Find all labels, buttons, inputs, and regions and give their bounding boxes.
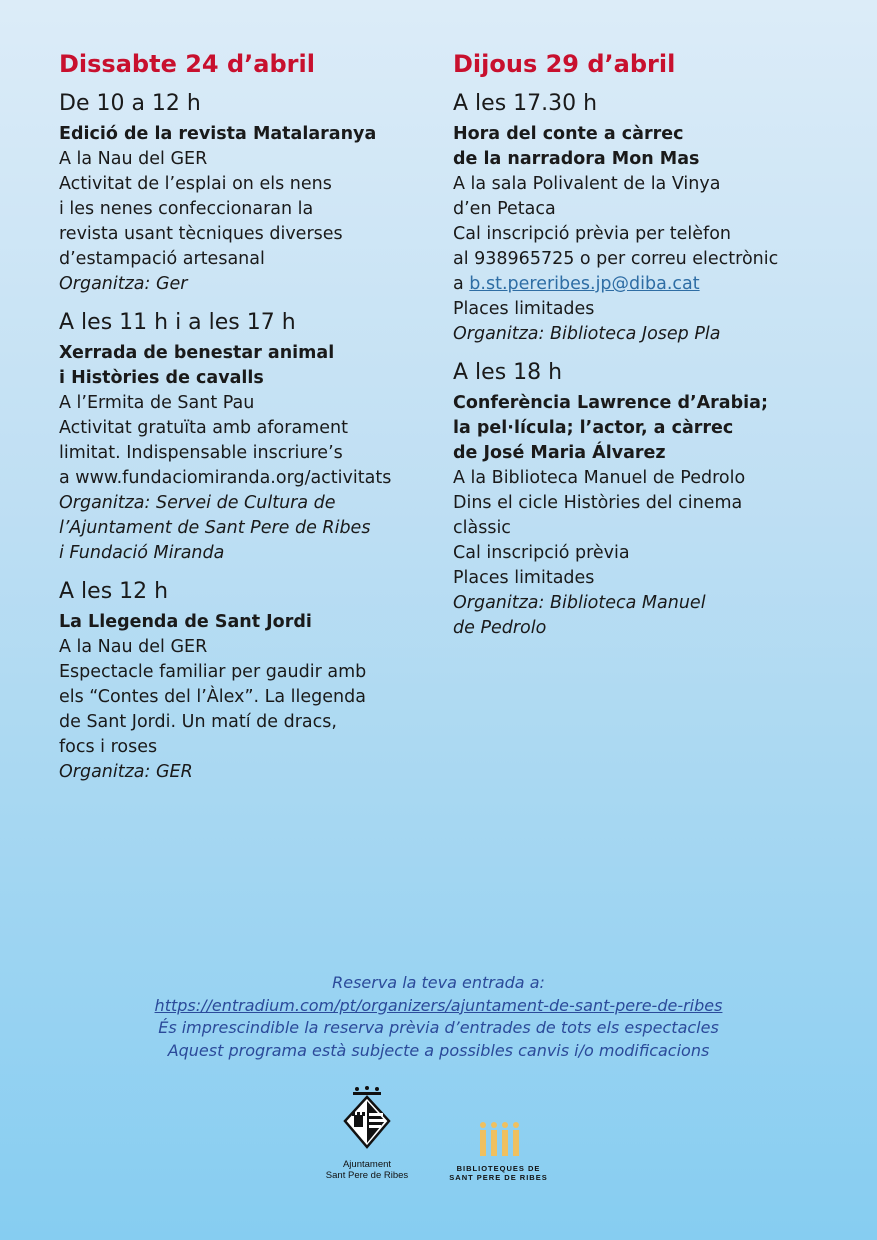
- event-text: A la sala Polivalent de la Vinya: [453, 174, 721, 194]
- event-text: d’estampació artesanal: [59, 249, 265, 269]
- biblioteques-town: SANT PERE DE RIBES: [449, 1173, 548, 1182]
- event-text: Places limitades: [453, 568, 595, 588]
- event-text: Places limitades: [453, 299, 595, 319]
- day-heading: Dissabte 24 d’abril: [59, 50, 315, 78]
- event-organizer: Organitza: Ger: [59, 274, 188, 294]
- event-organizer: Organitza: Servei de Cultura de: [59, 493, 336, 513]
- event-time: A les 11 h i a les 17 h: [59, 310, 296, 335]
- event-text: A l’Ermita de Sant Pau: [59, 393, 255, 413]
- event-item: [59, 578, 439, 785]
- left-column: [59, 48, 439, 797]
- event-text: Cal inscripció prèvia: [453, 543, 630, 563]
- event-text: Cal inscripció prèvia per telèfon: [453, 224, 732, 244]
- ajuntament-logo: [312, 1085, 422, 1181]
- ajuntament-town: Sant Pere de Ribes: [325, 1170, 409, 1181]
- event-item: [453, 359, 853, 641]
- email-prefix: a: [453, 274, 470, 294]
- event-text: d’en Petaca: [453, 199, 556, 219]
- reservation-note: És imprescindible la reserva prèvia d’entrades de tots els espectacles: [158, 1018, 719, 1037]
- logos: [0, 1085, 877, 1195]
- disclaimer-note: Aquest programa està subjecte a possibles canvis i/o modificacions: [167, 1040, 710, 1060]
- event-text: Espectacle familiar per gaudir amb: [59, 662, 367, 682]
- event-time: A les 17.30 h: [453, 91, 598, 116]
- day-heading: Dijous 29 d’abril: [453, 50, 676, 78]
- event-time: A les 12 h: [59, 579, 169, 604]
- biblioteques-name: BIBLIOTEQUES DE: [456, 1164, 541, 1173]
- books-icon: [475, 1120, 523, 1160]
- event-organizer: Organitza: Biblioteca Josep Pla: [453, 324, 721, 344]
- email-line: [453, 272, 853, 297]
- event-text: clàssic: [453, 518, 511, 538]
- event-text: revista usant tècniques diverses: [59, 224, 343, 244]
- event-organizer: de Pedrolo: [453, 618, 547, 638]
- event-text: Activitat gratuïta amb aforament: [59, 418, 348, 438]
- reserve-text: Reserva la teva entrada a:: [332, 973, 545, 992]
- event-text: a www.fundaciomiranda.org/activitats: [59, 468, 392, 488]
- coat-of-arms-icon: [337, 1085, 397, 1155]
- event-time: De 10 a 12 h: [59, 91, 201, 116]
- event-organizer: Organitza: Biblioteca Manuel: [453, 593, 706, 613]
- event-text: A la Nau del GER: [59, 149, 208, 169]
- event-title: de la narradora Mon Mas: [453, 149, 700, 169]
- event-text: A la Biblioteca Manuel de Pedrolo: [453, 468, 746, 488]
- event-organizer: l’Ajuntament de Sant Pere de Ribes: [59, 518, 371, 538]
- event-text: focs i roses: [59, 737, 158, 757]
- event-title: La Llegenda de Sant Jordi: [59, 612, 312, 632]
- event-text: de Sant Jordi. Un matí de dracs,: [59, 712, 337, 732]
- booking-link[interactable]: https://entradium.com/pt/organizers/ajuntament-de-sant-pere-de-ribes: [154, 995, 723, 1015]
- event-time: A les 18 h: [453, 360, 563, 385]
- event-text: Dins el cicle Històries del cinema: [453, 493, 743, 513]
- event-title: Edició de la revista Matalaranya: [59, 124, 377, 144]
- event-text: A la Nau del GER: [59, 637, 208, 657]
- right-column: [453, 48, 853, 653]
- event-title: Conferència Lawrence d’Arabia;: [453, 393, 768, 413]
- event-text: i les nenes confeccionaran la: [59, 199, 314, 219]
- footer: [0, 972, 877, 1062]
- ajuntament-name: Ajuntament: [342, 1159, 392, 1170]
- event-title: de José Maria Álvarez: [453, 443, 666, 463]
- event-item: [59, 90, 439, 297]
- event-organizer: i Fundació Miranda: [59, 543, 225, 563]
- event-title: Xerrada de benestar animal: [59, 343, 335, 363]
- email-link[interactable]: b.st.pereribes.jp@diba.cat: [469, 274, 700, 294]
- event-text: Activitat de l’esplai on els nens: [59, 174, 332, 194]
- event-title: i Històries de cavalls: [59, 368, 264, 388]
- event-item: [453, 90, 853, 347]
- event-title: Hora del conte a càrrec: [453, 124, 684, 144]
- event-title: la pel·lícula; l’actor, a càrrec: [453, 418, 734, 438]
- event-item: [59, 309, 439, 566]
- event-organizer: Organitza: GER: [59, 762, 193, 782]
- event-text: limitat. Indispensable inscriure’s: [59, 443, 343, 463]
- event-text: els “Contes del l’Àlex”. La llegenda: [59, 687, 366, 707]
- event-text: al 938965725 o per correu electrònic: [453, 249, 779, 269]
- biblioteques-logo: [436, 1120, 561, 1182]
